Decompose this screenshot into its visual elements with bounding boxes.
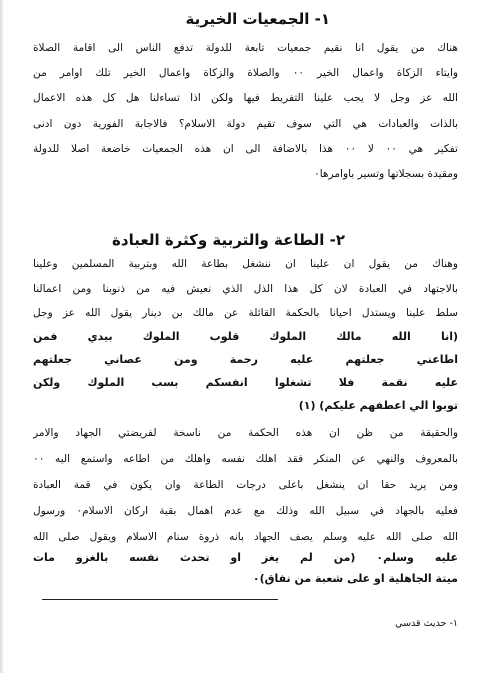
paragraph-line: بالمعروف والنهي عن المنكر فقد اهلك نفسه واهلك من اطاعه واستمع اليه ٠٠ (33, 453, 458, 465)
paragraph-line: سلط علينا ويستدل احيانا بالحكمة القائلة عن مالك بن دينار يقول الله عز وجل (33, 307, 458, 319)
scan-edge-shadow (0, 0, 4, 673)
paragraph-line: وايتاء الزكاة واعمال الخير ٠٠ والصلاة والزكاة واعمال الخير تلك اوامر من (33, 67, 458, 79)
paragraph-line: ومن يريد حقا ان ينشغل باعلى درجات الطاعة وان يكون في قمة العبادة (33, 479, 458, 491)
footnote: ١- حديث قدسي (395, 618, 458, 629)
paragraph-line: تفكير هي ٠٠ لا ٠٠ هذا بالاضافة الى ان هذه الجمعيات خاضعة اصلا للدولة (33, 143, 458, 155)
footnote-separator (42, 599, 278, 600)
section-heading-charities: ١- الجمعيات الخيرية (185, 10, 330, 28)
paragraph-line: وهناك من يقول ان علينا ان ننشغل بطاعة الله وبتربية المسلمين وعلينا (33, 258, 458, 270)
paragraph-line: فعليه بالجهاد في سبيل الله وذلك مع عدم اهمال بقية اركان الاسلام٠ ورسول (33, 505, 458, 517)
quote-line: (انا الله مالك الملوك قلوب الملوك بيدي فمن (33, 330, 458, 343)
paragraph-line: ومقيدة بسجلاتها وتسير باوامرها٠ (313, 168, 458, 180)
quote-line: اطاعني جعلتهم عليه رحمة ومن عصاني جعلتهم (33, 353, 458, 366)
paragraph-line: الله صلى الله عليه وسلم يصف الجهاد بانه ذروة سنام الاسلام ويقول صلى الله (33, 531, 458, 543)
paragraph-line: والحقيقة من ظن ان هذه الحكمة من ناسخة لفريضتي الجهاد والامر (33, 427, 458, 439)
paragraph-line: الله عز وجل لا يجب علينا التفريط فيها ولكن اذا تساءلنا هل كل هذه الاعمال (33, 92, 458, 104)
hadith-line: ميتة الجاهلية او على شعبة من نفاق)٠ (252, 572, 458, 585)
quote-line: عليه نقمة فلا تشغلوا انفسكم بسب الملوك ولكن (33, 376, 458, 389)
section-heading-obedience: ٢- الطاعة والتربية وكثرة العبادة (112, 231, 345, 249)
paragraph-line: بالاجتهاد في العبادة لان كل هذا الذل الذي نعيش فيه من ذنوبنا ومن اعمالنا (33, 283, 458, 295)
paragraph-line: بالذات والعبادات هي التي سوف تقيم دولة الاسلام؟ فالاجابة الفورية دون ادنى (33, 118, 458, 130)
paragraph-line: هناك من يقول انا نقيم جمعيات تابعة للدولة تدفع الناس الى اقامة الصلاة (33, 42, 458, 54)
hadith-line: عليه وسلم٠ (من لم يغز او تحدث نفسه بالغزو مات (33, 551, 458, 564)
quote-line: توبوا الي اعطفهم عليكم) (١) (298, 399, 458, 412)
